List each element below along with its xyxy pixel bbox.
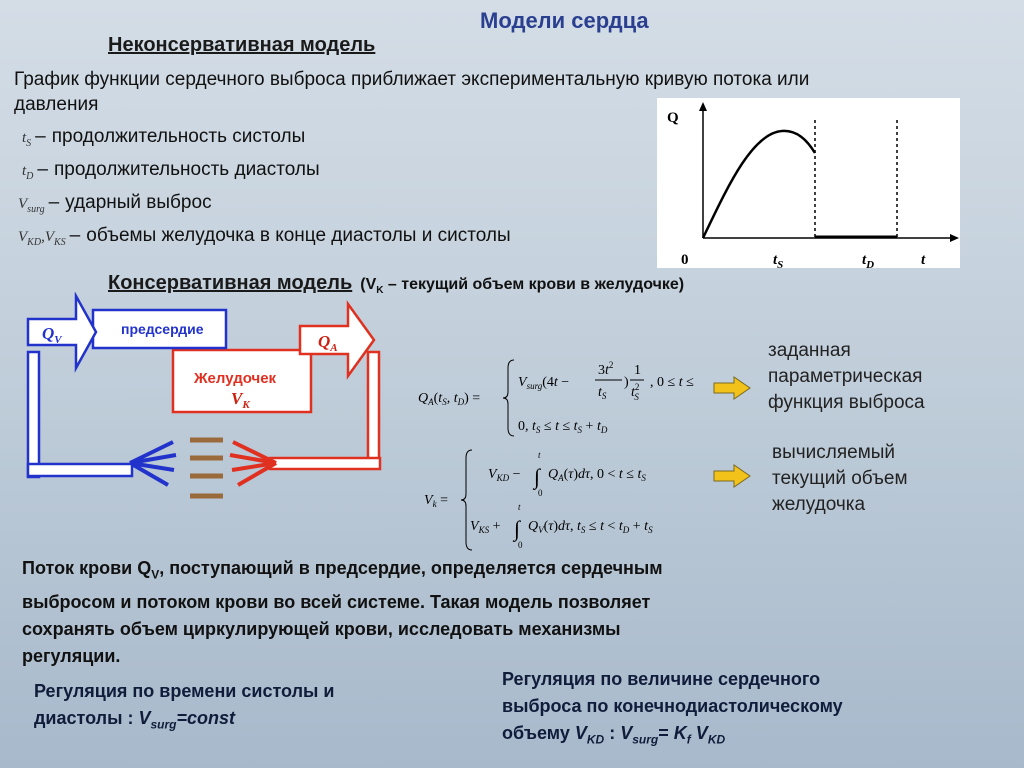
red-pipe-right xyxy=(368,352,379,466)
svg-text:QA(tS, tD) =: $Q_A(t_S$, $t_D$) = xyxy=(418,391,481,407)
def-symbol: $t_D$ xyxy=(22,163,34,182)
regulation-volume: Регуляция по величине сердечного выброса по конечнодиастолическому объему $V_{KD}$ : $V_{surg}= K_f$ $V_{KD}$ xyxy=(502,669,843,747)
def-text: продолжительность систолы xyxy=(51,126,306,147)
ejection-curve xyxy=(703,131,815,238)
svg-text:1: 1 xyxy=(634,363,641,378)
x-axis-label: t xyxy=(921,252,926,268)
ventricle-label: Желудочек xyxy=(194,370,277,387)
circulation-diagram-svg xyxy=(18,292,388,502)
yellow-arrow-1-icon xyxy=(712,376,752,400)
formula-vk xyxy=(418,444,748,556)
svg-text:QV(τ)dτ, tS ≤ t < tD + tS: $Q_V(\tau)d\tau$, $t_S \le t < t_D + t_S$ xyxy=(528,519,653,535)
svg-text:tS: $t_S$ xyxy=(598,385,607,401)
note-given-function: заданная параметрическая функция выброса xyxy=(768,340,925,413)
y-axis-arrow-icon xyxy=(699,102,707,111)
svg-text:VKD −: $V_{KD}$ − xyxy=(488,467,521,483)
svg-text:∫: ∫ xyxy=(534,464,541,489)
svg-text:QA(τ)dτ, 0 < t ≤ tS: $Q_A(\tau)d\tau$, $0 < t \le t_S$ xyxy=(548,467,646,483)
capillary-bars xyxy=(190,440,223,496)
svg-text:t: t xyxy=(518,502,521,512)
svg-text:, 0 ≤ t ≤: , 0 ≤ t ≤ xyxy=(650,375,694,390)
blue-capillary-fan xyxy=(130,442,176,485)
svg-text:0: 0 xyxy=(538,488,543,498)
red-pipe-lower xyxy=(270,458,380,469)
def-text: ударный выброс xyxy=(65,192,212,213)
blue-pipe-lower xyxy=(28,464,132,476)
ejection-graph-svg xyxy=(657,98,960,268)
x-axis-arrow-icon xyxy=(950,234,959,242)
formula-vk-svg xyxy=(418,444,748,556)
regulation-time: Регуляция по времени систолы и диастолы : $V_{surg}=const$ xyxy=(34,681,335,732)
qa-label: $Q_A$ xyxy=(318,332,338,354)
yellow-arrow-2-icon xyxy=(712,464,752,488)
qv-label: $Q_V$ xyxy=(42,324,62,346)
origin-label: 0 xyxy=(681,252,689,268)
nonconservative-heading: Неконсервативная модель xyxy=(108,34,376,56)
y-axis-label: Q xyxy=(667,110,679,126)
svg-text:Vk =: $V_k$ = xyxy=(424,493,448,509)
conservative-note: ($V_K$ – текущий объем крови в желудочке) xyxy=(360,276,685,297)
circulation-diagram xyxy=(18,292,388,502)
formula-qa-svg xyxy=(410,352,730,442)
atrium-label: предсердие xyxy=(121,321,204,337)
svg-text:3t2: $3t^2$ xyxy=(598,360,614,378)
svg-text:t: t xyxy=(538,450,541,460)
note-computed-volume: вычисляемый текущий объем желудочка xyxy=(772,442,908,515)
def-vkd-vks: $V_{KD},V_{KS}$ – объемы желудочка в конце диастолы и систолы xyxy=(18,225,511,248)
vk-label: $V_K$ xyxy=(231,389,250,411)
def-vsurg: $V_{surg}$ – ударный выброс xyxy=(18,192,212,215)
ts-label: $t_S$ xyxy=(773,252,784,268)
def-td: $t_D$ – продолжительность диастолы xyxy=(22,159,320,182)
def-symbol: $V_{KD},V_{KS}$ xyxy=(18,229,66,248)
def-symbol: $V_{surg}$ xyxy=(18,196,45,215)
svg-text:∫: ∫ xyxy=(514,516,521,541)
intro-line-1: График функции сердечного выброса приближает экспериментальную кривую потока или xyxy=(14,69,810,90)
formula-qa xyxy=(410,352,730,442)
conservative-heading: Консервативная модель xyxy=(108,272,353,294)
svg-text:t2S: $t^2$ S xyxy=(631,382,640,402)
svg-text:0: 0 xyxy=(518,540,523,550)
flow-paragraph: Поток крови $Q_V$, поступающий в предсердие, определяется сердечным выбросом и потоком крови во всей системе. Такая модель позволяет сохранять объем циркулирующей крови, исследовать механизмы регуляции. xyxy=(22,558,663,666)
def-ts: $t_S$ – продолжительность систолы xyxy=(22,126,306,149)
td-label: $t_D$ xyxy=(862,252,875,268)
svg-text:0, tS ≤ t ≤ tS + tD: 0, $t_S \le t \le t_S + t_D$ xyxy=(518,419,608,435)
def-text: объемы желудочка в конце диастолы и систолы xyxy=(86,225,511,246)
blue-pipe-left xyxy=(28,352,39,477)
intro-line-2: давления xyxy=(14,94,99,115)
def-symbol: $t_S$ xyxy=(22,130,32,149)
svg-text:VKS +: $V_{KS}$ + xyxy=(470,519,501,535)
red-capillary-fan xyxy=(230,442,276,485)
svg-text:Vsurg(4t −: $V_{surg}(4t$ − xyxy=(518,375,570,391)
svg-text:): ) xyxy=(624,375,629,390)
slide-title: Модели сердца xyxy=(480,8,649,33)
def-text: продолжительность диастолы xyxy=(53,159,320,180)
ejection-graph xyxy=(657,98,960,268)
